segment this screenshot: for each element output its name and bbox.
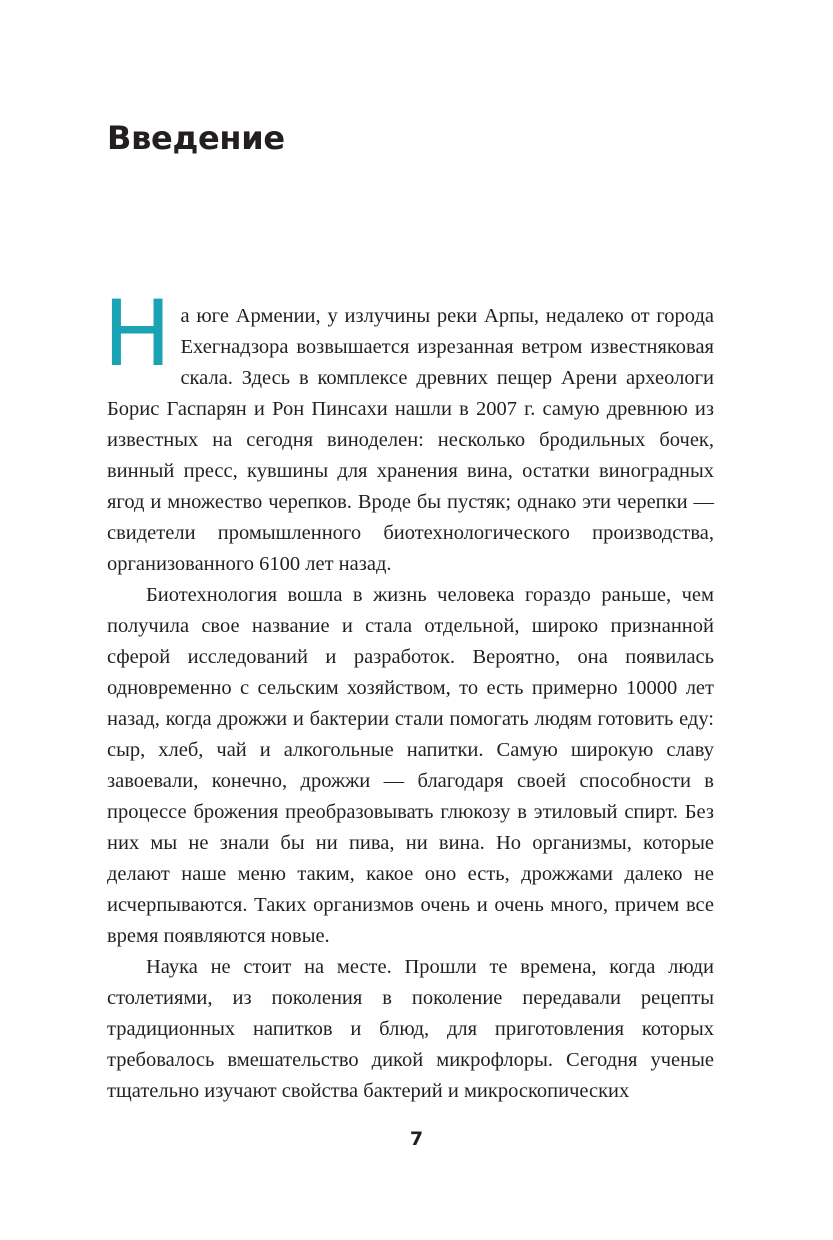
paragraph-1	[103, 282, 714, 580]
chapter-title: Введение	[107, 119, 285, 157]
page-number: 7	[409, 1128, 424, 1150]
drop-cap: Н	[103, 282, 172, 387]
paragraph-1-text: а юге Армении, у излучины реки Арпы, недалеко от города Ехегнадзора возвышается изрезанная ветром известняковая скала. Здесь в комплексе древних пещер Арени археологи Борис Гаспарян и Рон Пинсахи нашли в 2007 г. самую древнюю из известных на сегодня виноделен: несколько бродильных бочек, винный пресс, кувшины для хранения вина, остатки виноградных ягод и множество черепков. Вроде бы пустяк; однако эти черепки — свидетели промышленного биотехнологического производства, организованного 6100 лет назад.	[107, 305, 714, 575]
paragraph-3: Наука не стоит на месте. Прошли те времена, когда люди столетиями, из поколения в поколение передавали рецепты традиционных напитков и блюд, для приготовления которых требовалось вмешательство дикой микрофлоры. Сегодня ученые тщательно изучают свойства бактерий и микроскопических	[107, 956, 714, 1102]
paragraph-2: Биотехнология вошла в жизнь человека гораздо раньше, чем получила свое название и стала отдельной, широко признанной сферой исследований и разработок. Вероятно, она появилась одновременно с сельским хозяйством, то есть примерно 10000 лет назад, когда дрожжи и бактерии стали помогать людям готовить еду: сыр, хлеб, чай и алкогольные напитки. Самую широкую славу завоевали, конечно, дрожжи — благодаря своей способности в процессе брожения преобразовывать глюкозу в этиловый спирт. Без них мы не знали бы ни пива, ни вина. Но организмы, которые делают наше меню таким, какое оно есть, дрожжами далеко не исчерпываются. Таких организмов очень и очень много, причем все время появляются новые.	[107, 584, 714, 947]
body-text	[103, 282, 714, 1107]
